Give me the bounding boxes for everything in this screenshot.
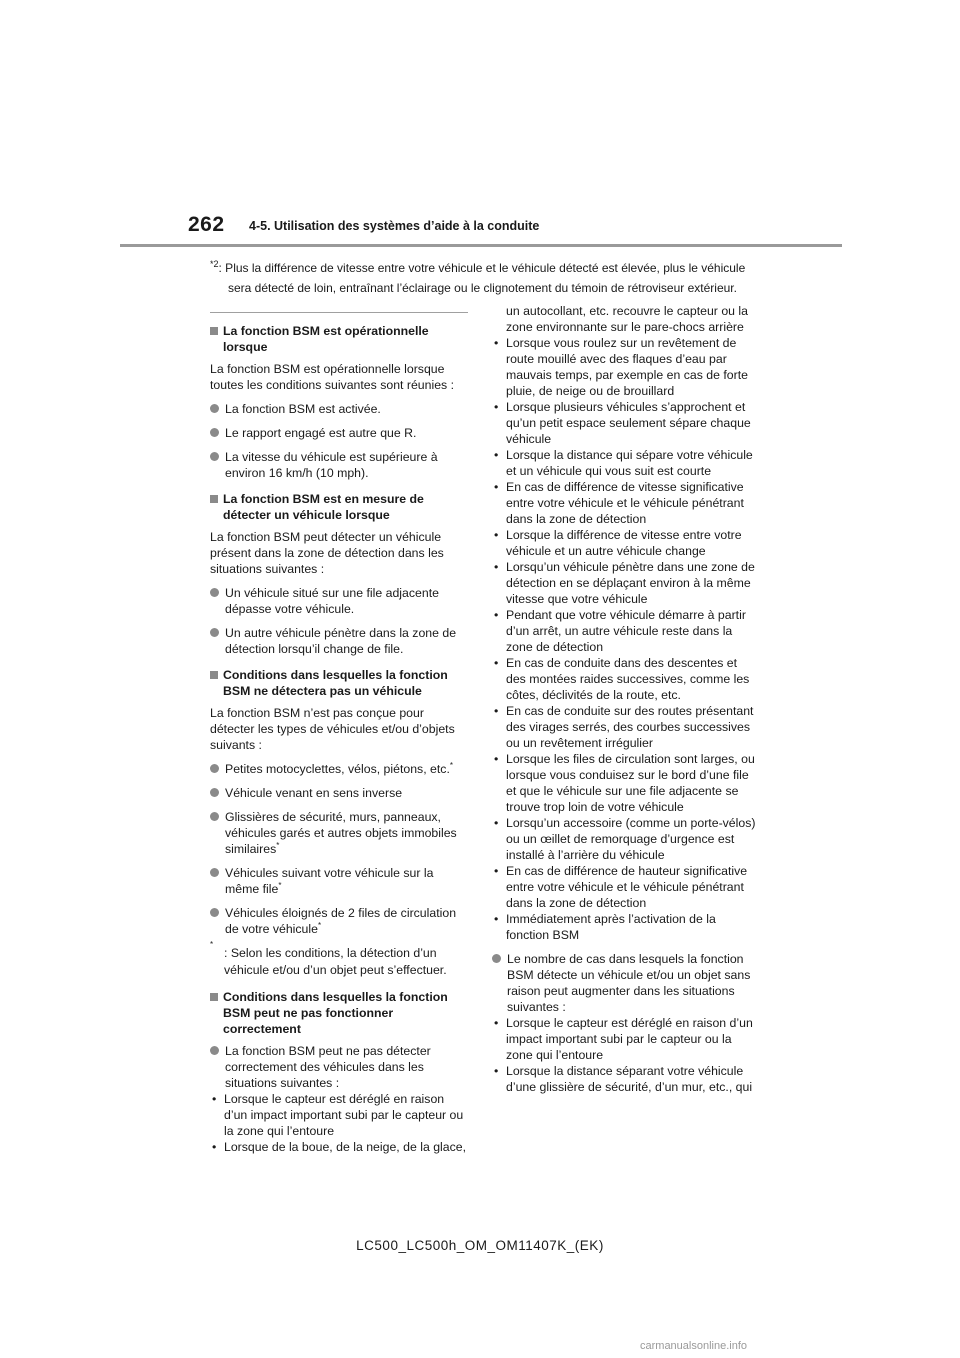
list-item — [492, 951, 760, 1015]
square-bullet-icon — [210, 327, 218, 335]
dash-list — [492, 335, 760, 943]
circle-bullet-icon — [210, 628, 219, 637]
dash-item: • Pendant que votre véhicule démarre à partir d’un arrêt, un autre véhicule reste dans la zone de détection — [494, 608, 746, 654]
circle-bullet-icon — [210, 588, 219, 597]
list-item-text: La fonction BSM est activée. — [225, 402, 381, 416]
dash-item-text: Lorsqu’un véhicule pénètre dans une zone de détection en se déplaçant environ à la même vitesse que votre véhicule — [506, 560, 755, 606]
circle-bullet-icon — [210, 428, 219, 437]
dash-item: • En cas de différence de vitesse significative entre votre véhicule et le véhicule pénétrant dans la zone de détection — [494, 480, 744, 526]
dash-item: • Lorsque les files de circulation sont larges, ou lorsque vous conduisez sur le bord d’une file et que le véhicule sur une file adjacente se trouve trop loin de votre véhicule — [494, 752, 755, 814]
list-item-text: Petites motocyclettes, vélos, piétons, etc. — [225, 762, 450, 776]
circle-bullet-icon — [210, 908, 219, 917]
paragraph: La fonction BSM peut détecter un véhicule présent dans la zone de détection dans les situations suivantes : — [210, 530, 444, 576]
footnote: * : Selon les conditions, la détection d’un véhicule et/ou d’un objet peut s’effectuer. — [210, 940, 447, 977]
footnote-text: : Selon les conditions, la détection d’un véhicule et/ou d’un objet peut s’effectuer. — [224, 946, 447, 977]
list-item — [210, 425, 468, 441]
dash-item-text: En cas de conduite sur des routes présentant des virages serrés, des courbes successives ou un revêtement irrégulier — [506, 704, 754, 750]
list-item — [210, 1043, 468, 1091]
dash-item: • Lorsque le capteur est déréglé en raison d’un impact important subi par le capteur ou la zone qui l’entoure — [494, 1016, 753, 1062]
dash-item-text: Lorsque les files de circulation sont larges, ou lorsque vous conduisez sur le bord d’une file et que le véhicule sur une file adjacente se trouve trop loin de votre véhicule — [506, 752, 755, 814]
list-item-text: Un autre véhicule pénètre dans la zone de détection lorsqu’il change de file. — [225, 626, 457, 656]
footnote-text-line2: sera détecté de loin, entraînant l’éclairage ou le clignotement du témoin de rétroviseur extérieur. — [228, 281, 737, 295]
dash-item-text: Lorsque le capteur est déréglé en raison d’un impact important subi par le capteur ou la zone qui l’entoure — [506, 1016, 753, 1062]
list-item-text: Véhicule venant en sens inverse — [225, 786, 403, 800]
heading-text: Conditions dans lesquelles la fonction BSM ne détectera pas un véhicule — [223, 668, 448, 698]
watermark: carmanualsonline.info — [640, 1340, 748, 1352]
dash-list — [492, 1015, 760, 1095]
dash-item: • Lorsqu’un accessoire (comme un porte-vélos) ou un œillet de remorquage d’urgence est installé à l’arrière du véhicule — [494, 816, 756, 862]
list-item-text: La vitesse du véhicule est supérieure à environ 16 km/h (10 mph). — [225, 450, 438, 480]
dash-item-text: Immédiatement après l’activation de la fonction BSM — [506, 912, 716, 942]
dash-item: • En cas de différence de hauteur significative entre votre véhicule et le véhicule pénétrant dans la zone de détection — [494, 864, 748, 910]
square-bullet-icon — [210, 671, 218, 679]
footnote-mark: *2 — [210, 259, 219, 269]
list-item — [210, 785, 468, 801]
top-footnote — [210, 254, 770, 298]
dash-item: • Lorsque la distance séparant votre véhicule d’une glissière de sécurité, d’un mur, etc., qui — [494, 1064, 753, 1094]
footnote-text-line1: : Plus la différence de vitesse entre votre véhicule et le véhicule détecté est élevée, plus le véhicule — [218, 261, 746, 275]
section-heading — [210, 491, 468, 523]
dash-item-text: Lorsque le capteur est déréglé en raison d’un impact important subi par le capteur ou la zone qui l’entoure — [224, 1092, 464, 1138]
dash-item: • Lorsque le capteur est déréglé en raison d’un impact important subi par le capteur ou la zone qui l’entoure — [212, 1092, 464, 1138]
dash-item-text: Lorsque plusieurs véhicules s’approchent et qu’un petit espace seulement sépare chaque véhicule — [506, 400, 751, 446]
dash-item-text: En cas de différence de hauteur significative entre votre véhicule et le véhicule pénétrant dans la zone de détection — [506, 864, 748, 910]
list-item-text: Véhicules éloignés de 2 files de circulation de votre véhicule — [225, 906, 457, 936]
footnote-star: * — [317, 920, 322, 930]
list-item — [210, 809, 468, 857]
list-item — [210, 585, 468, 617]
footnote-star: * — [276, 840, 280, 850]
circle-bullet-icon — [492, 954, 501, 963]
circle-bullet-icon — [210, 452, 219, 461]
list-item-text: La fonction BSM peut ne pas détecter correctement des véhicules dans les situations suivantes : — [225, 1044, 431, 1090]
list-item — [210, 401, 468, 417]
heading-text: La fonction BSM est en mesure de détecter un véhicule lorsque — [223, 492, 424, 522]
footer-document-code: LC500_LC500h_OM_OM11407K_(EK) — [356, 1238, 604, 1253]
list-item-text: Véhicules suivant votre véhicule sur la même file — [225, 866, 434, 896]
dash-item-text: Lorsque vous roulez sur un revêtement de route mouillé avec des flaques d’eau par mauvais temps, par exemple en cas de forte pluie, de neige ou de brouillard — [506, 336, 748, 398]
dash-item-text: Lorsque la distance séparant votre véhicule d’une glissière de sécurité, d’un mur, etc., qui — [506, 1064, 753, 1094]
heading-text: La fonction BSM est opérationnelle lorsque — [223, 324, 429, 354]
section-title: 4-5. Utilisation des systèmes d’aide à la conduite — [249, 219, 540, 233]
dash-item: • Lorsque plusieurs véhicules s’approchent et qu’un petit espace seulement sépare chaque véhicule — [494, 400, 751, 446]
circle-bullet-icon — [210, 764, 219, 773]
section-heading — [210, 667, 468, 699]
circle-bullet-icon — [210, 868, 219, 877]
dash-item-text: En cas de différence de vitesse significative entre votre véhicule et le véhicule pénétrant dans la zone de détection — [506, 480, 744, 526]
page-number: 262 — [188, 213, 225, 236]
list-item-text: Un véhicule situé sur une file adjacente dépasse votre véhicule. — [225, 586, 439, 616]
paragraph: La fonction BSM est opérationnelle lorsque toutes les conditions suivantes sont réunies : — [210, 362, 455, 392]
section-heading — [210, 989, 468, 1037]
continued-text: un autocollant, etc. recouvre le capteur ou la zone environnante sur le pare-chocs arrière — [506, 304, 748, 334]
list-item — [210, 865, 468, 897]
dash-item: • En cas de conduite dans des descentes et des montées raides successives, comme les côtes, déclivités de la route, etc. — [494, 656, 750, 702]
section-heading — [210, 323, 468, 355]
right-column — [492, 303, 760, 1095]
circle-bullet-icon — [210, 404, 219, 413]
dash-item-text: Lorsque la distance qui sépare votre véhicule et un véhicule qui vous suit est courte — [506, 448, 753, 478]
circle-bullet-icon — [210, 812, 219, 821]
dash-item: • Lorsque vous roulez sur un revêtement de route mouillé avec des flaques d’eau par mauvais temps, par exemple en cas de forte pluie, de neige ou de brouillard — [494, 336, 748, 398]
dash-item: • Lorsque la différence de vitesse entre votre véhicule et un autre véhicule change — [494, 528, 742, 558]
dash-item: • En cas de conduite sur des routes présentant des virages serrés, des courbes successives ou un revêtement irrégulier — [494, 704, 754, 750]
dash-item: • Lorsqu’un véhicule pénètre dans une zone de détection en se déplaçant environ à la même vitesse que votre véhicule — [494, 560, 755, 606]
square-bullet-icon — [210, 495, 218, 503]
dash-item-text: Lorsque la différence de vitesse entre votre véhicule et un autre véhicule change — [506, 528, 742, 558]
dash-item-text: Lorsque de la boue, de la neige, de la glace, — [224, 1140, 467, 1154]
dash-item: • Lorsque de la boue, de la neige, de la glace, — [212, 1140, 467, 1154]
dash-item-text: Pendant que votre véhicule démarre à partir d’un arrêt, un autre véhicule reste dans la zone de détection — [506, 608, 746, 654]
circle-bullet-icon — [210, 1046, 219, 1055]
square-bullet-icon — [210, 993, 218, 1001]
list-item — [210, 761, 468, 777]
dash-item-text: Lorsqu’un accessoire (comme un porte-vélos) ou un œillet de remorquage d’urgence est installé à l’arrière du véhicule — [506, 816, 756, 862]
list-item-text: Le nombre de cas dans lesquels la fonction BSM détecte un véhicule et/ou un objet sans raison peut augmenter dans les situations suivantes : — [507, 952, 751, 1014]
list-item — [210, 449, 468, 481]
list-item — [210, 905, 468, 937]
dash-item-text: En cas de conduite dans des descentes et des montées raides successives, comme les côtes, déclivités de la route, etc. — [506, 656, 750, 702]
header-rule — [120, 244, 842, 247]
dash-list — [210, 1091, 468, 1155]
footnote-star: * — [278, 880, 282, 890]
paragraph: La fonction BSM n’est pas conçue pour détecter les types de véhicules et/ou d’objets suivants : — [210, 706, 455, 752]
circle-bullet-icon — [210, 788, 219, 797]
dash-item: • Immédiatement après l’activation de la fonction BSM — [494, 912, 716, 942]
heading-text: Conditions dans lesquelles la fonction BSM peut ne pas fonctionner correctement — [223, 990, 448, 1036]
list-item-text: Glissières de sécurité, murs, panneaux, véhicules garés et autres objets immobiles similaires — [225, 810, 457, 856]
footnote-star: * — [449, 760, 453, 770]
column-rule — [210, 312, 468, 313]
list-item-text: Le rapport engagé est autre que R. — [225, 426, 417, 440]
dash-item: • Lorsque la distance qui sépare votre véhicule et un véhicule qui vous suit est courte — [494, 448, 753, 478]
list-item — [210, 625, 468, 657]
left-column — [210, 312, 468, 1155]
